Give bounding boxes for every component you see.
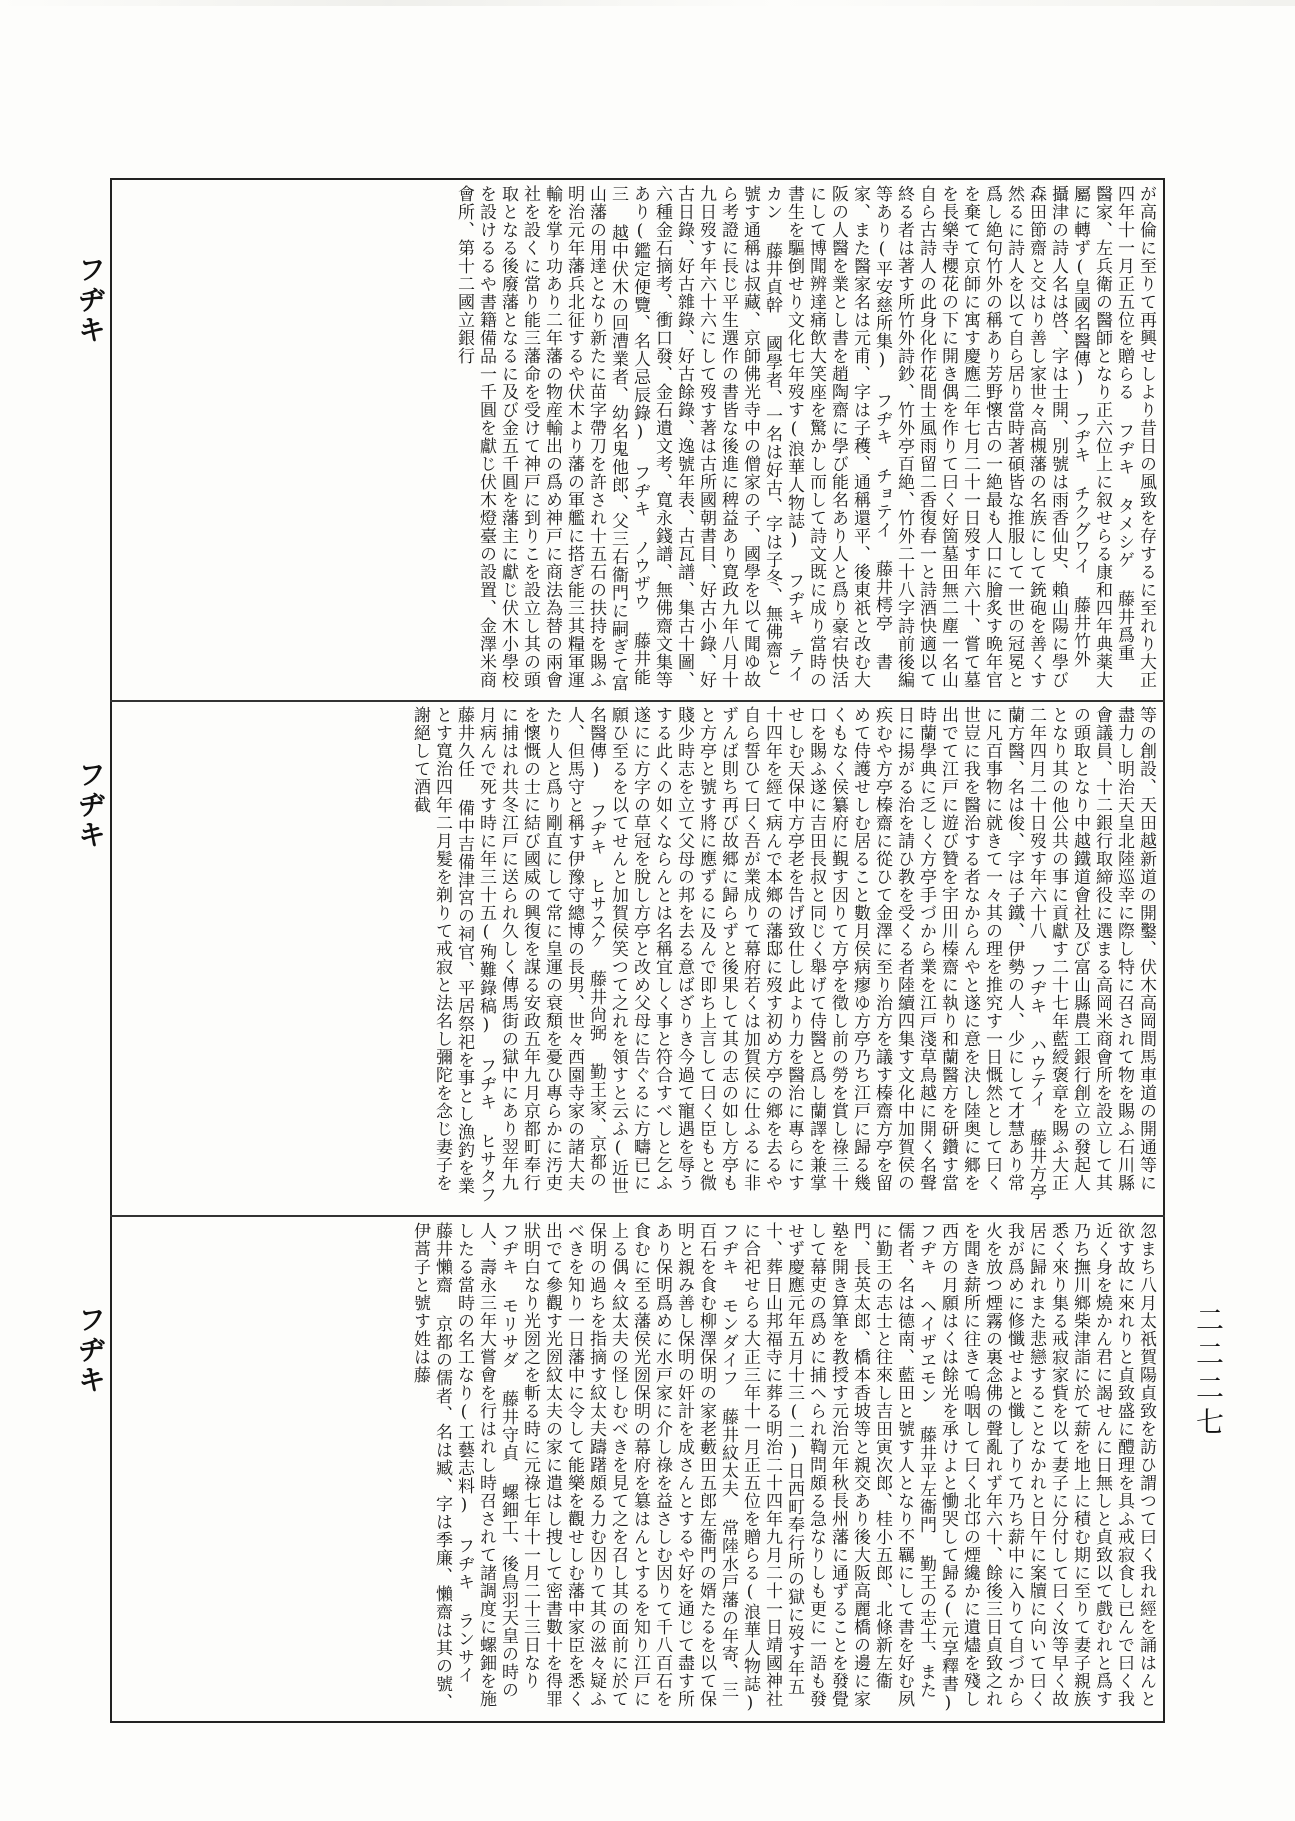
entry-text: が高倫に至りて再興せしより昔日の風致を存するに至れり大正四年十一月正五位を贈らる フヂキ タメシゲ 藤井爲重 醫家、左兵衛の醫師となり正六位上に叙せらる康和四年典薬大屬に轉ず(皇國名醫傳) フヂキ チクグワイ 藤井竹外 攝津の詩人名は啓、字は士開、別號は雨香仙史、賴山陽に學び森田節齋と交はり善し家世々高槻藩の名族にして銃砲を善くす然るに詩人を以て自ら居り當時著碩皆な推服して一世の冠冕と爲し絶句竹外の稱あり芳野懷古の一絶最も人口に膾炙す晩年官を棄てて京師に寓す慶應二年七月二十一日歿す年六十、嘗て墓を長樂寺櫻花の下に開き偶を作りて曰く好箇墓田無二塵一名山自ら古詩人の此身化作花間士風雨留二香復春一と詩酒快適以て終る者は著す所竹外詩鈔、竹外亭百絶、竹外二十八字詩前後編等あり(平安慈所集) フヂキ チョテイ 藤井樗亭 書家、また醫家名は元甫、字は子穫、通稱還平、後東祇と改む大阪の人醫を業とし書を趙陶齋に學び能名あり人と爲り豪宕快活にして博聞辨達痛飲大笑座を驚かし而して詩文既に成り當時の書生を驅倒せり文化七年歿す(浪華人物誌) フヂキ テイカン 藤井貞幹 國學者、一名は好古、字は子冬、無佛齋と號す通稱は叔藏、京師佛光寺中の僧家の子、國學を以て聞ゆ故ら考證に長じ平生選作の書皆な後進に稗益あり寛政九年八月十九日歿す年六十六にして歿す著は古所國朝書目、好古小錄、好古日錄、好古雜錄、好古餘錄、逸號年表、古瓦譜、集古十圖、六種金石摘考、衝口發、金石遺文考、寬永錢譜、無佛齋文集等あり(鑑定便覽、名人忌辰錄) フヂキ ノウザウ 藤井能三 越中伏木の回漕業者、幼名鬼他郎、父三右衞門に嗣ぎて富山藩の用達となり新たに苗字帶刀を許され十五石の扶持を賜ふ明治元年藩兵北征するや伏木より藩の軍艦に搭ぎ能三其糧軍運輸を掌り功あり二年藩の物産輸出の爲め神戸に商法為替の兩會社を設くに當り能三藩命を受けて神戸に到りこを設立し其の頭取となる後廢藩となるに及び金五千圓を藩主に獻じ伏木小學校を設けるるや書籍備品一千圓を獻じ伏木燈臺の設置、金澤米商會所、第十二國立銀行 (454, 185, 1156, 692)
section-divider-2 (110, 1215, 1165, 1217)
entry-text: 忽まち八月太祇賀陽貞致を訪ひ謂つて曰く我れ經を誦はんと欲す故に來れりと貞致盛に醴理を具ふ戒寂食し已んで曰く我近く身を燒かん君に謁せんに日無しと貞致以て戲むれと爲す乃ち撫川鄉柴津詣に於て薪を地上に積む期に至りて妻子親族悉く來り集る戒寂家貲を以て妻子に分付して曰く汝等早く故居に歸れまた悲戀することなかれと日午に案牘に向いて曰く我が爲めに修懺せよと懺し了りて乃ち薪中に入りて自づから火を放つ煙霧の裏念佛の聲亂れず年六十、餘後三日貞致之れを聞き薪所に往きて嗚咽して曰く北邙の煙纔かに遺燼を殘し西方の月願はくは餘光を承けよと慟哭して歸る(元享釋書) フヂキ ヘイザヱモン 藤井平左衞門 勤王の志士、また儒者、名は德南、藍田と號す人となり不羈にして書を好む夙に勤王の志士と往來し吉田寅次郎、桂小五郎、北條新左衞門、長英太郎、橋本香坡等と親交あり後大阪高麗橋の邊に家塾を開き算筆を教授す元治元年秋長州藩に通ずることを發覺して幕吏の爲めに捕へられ鞫問頗る急なりしも更に一語も發せず慶應元年五月十三(二)日西町奉行所の獄に歿す年五十、葬日山邦福寺に葬る明治二十四年九月二十一日靖國神社に合祀せらる大正三年十一月正五位を贈らる(浪華人物誌) フヂキ モンダイフ 藤井紋太夫 常陸水戸藩の年寄、三百石を食む柳澤保明の家老藪田五郎左衞門の婿たるを以て保明と親み善し保明の奸計を成さんとするや好を通じて盡す所あり保明爲めに水戸家に介し祿を益さしむ因りて千八百石を食むに至る藩侯光圀保明の幕府を簒はんとするを知り江戸に上る偶々紋太夫の怪しむべきを見て之を召し其の面前に於て保明の過ちを指摘す紋太夫躊躇頗る力む因りて其の滋々疑ふべきを知り一日藩中に令して能樂を觀せしむ藩中家臣を悉く出でて參觀す光圀紋太夫の家に遣はし捜して密書數十を得罪狀明白なり光圀之を斬る時に元祿七年十一月二十三日なり フヂキ モリサダ 藤井守貞 螺鈿工、後鳥羽天皇の時の人、壽永三年大嘗會を行はれし時召されて諸調度に螺鈿を施したる當時の名工なり(工藝志料) フヂキ ランサイ 藤井懶齋 京都の儒者、名は臧、字は季廉、懶齋は其の號、伊蒿子と號す姓は藤 (410, 1222, 1156, 1714)
text-section-bottom (120, 1222, 1157, 1716)
entry-text: 等の創設、天田越新道の開鑿、伏木高岡間馬車道の開通等に盡力し明治天皇北陸巡幸に際し特に召されて物を賜ふ石川縣會議員、十二銀行取締役に選まる高岡米商會所を設立して其の頭取となり中越鐵道會社及び富山縣農工銀行創立の發起人となり其の他公共の事に貢獻す二十七年藍綬褒章を賜ふ大正二年四月二十日歿す年六十八 フヂキ ハウテイ 藤井方亭 蘭方醫、名は俊、字は子鐵、伊勢の人、少にして才慧あり常に凡百事物に就きて一々其の理を推究す一日慨然として曰く世豈に我を醫治する者なからんやと遂に意を決し陸奥に郷を出でて江戸に遊び贊を宇田川榛齋に執り和蘭醫方を研鑽す當時蘭學典に乏しく方亭手づから業を江戸淺草鳥越に開く名聲日に揚がる治を請ひ教を受くる者陸續四集す文化中加賀侯の疾むや方亭榛齋に從ひて金澤に至り治方を議す榛齋方亭を留めて侍護せしむ居ること數月侯病瘳ゆ方亭乃ち江戸に歸る幾くもなく侯纂府に覲す因りて方亭を徵し前の勞を賞し祿三十口を賜ふ遂に吉田長叔と同じく舉げて侍醫と爲し蘭譯を兼掌せしむ天保中方亭老を告げ致仕し此より力を醫治に專らにす十四年を經て病んで本鄉の藩邸に歿す初め方亭の鄉を去るや自ら誓ひて曰く吾が業成りて幕府若くは加賀侯に仕ふるに非ずんば則ち再び故郷に歸らずと後果して其の志の如し方亭もと方亭と號す將に應ずるに及んで即ち上言して曰く臣もと微賤少時志を立て父母の邦を去る意ばざりき今過て寵遇を辱うする此くの如くならんとは名稱宜しく事と符合すべしと乞ふ遂にに方字の草冠を脫し方亭と改め父母に告ぐるに方疇已に願ひ至るを以てせんと加賀侯笑つて之れを領すと云ふ(近世名醫傳) フヂキ ヒサスケ 藤井尙弼 勤王家、京都の人、但馬守と稱す伊豫守總博の長男、世々西園寺家の諸大夫たり人と爲り剛直にして常に皇運の衰頽を憂ひ專らかに汚吏を懷慨の士に結び國威の興復を謀る安政五年九月京都町奉行に捕はれ共冬江戸に送られ久しく傳馬街の獄中にあり翌年九月病んで死す時に年三十五(殉難錄稿) フヂキ ヒサタフ 藤井久任 備中吉備津宮の祠官、平居祭祀を事とし漁釣を業とす寬治四年二月髮を剃りて戒寂と法名し彌陀を念じ妻子を謝絕して酒截 (410, 706, 1156, 1204)
text-section-middle (120, 706, 1157, 1208)
scan-edge (0, 0, 1295, 6)
running-head-bottom: フヂキ (74, 1305, 107, 1395)
running-head-middle: フヂキ (74, 760, 107, 850)
text-section-top (120, 185, 1157, 693)
section-divider-1 (110, 700, 1165, 702)
page-number: 二二二七 (1192, 1305, 1225, 1441)
running-head-top: フヂキ (74, 255, 107, 345)
